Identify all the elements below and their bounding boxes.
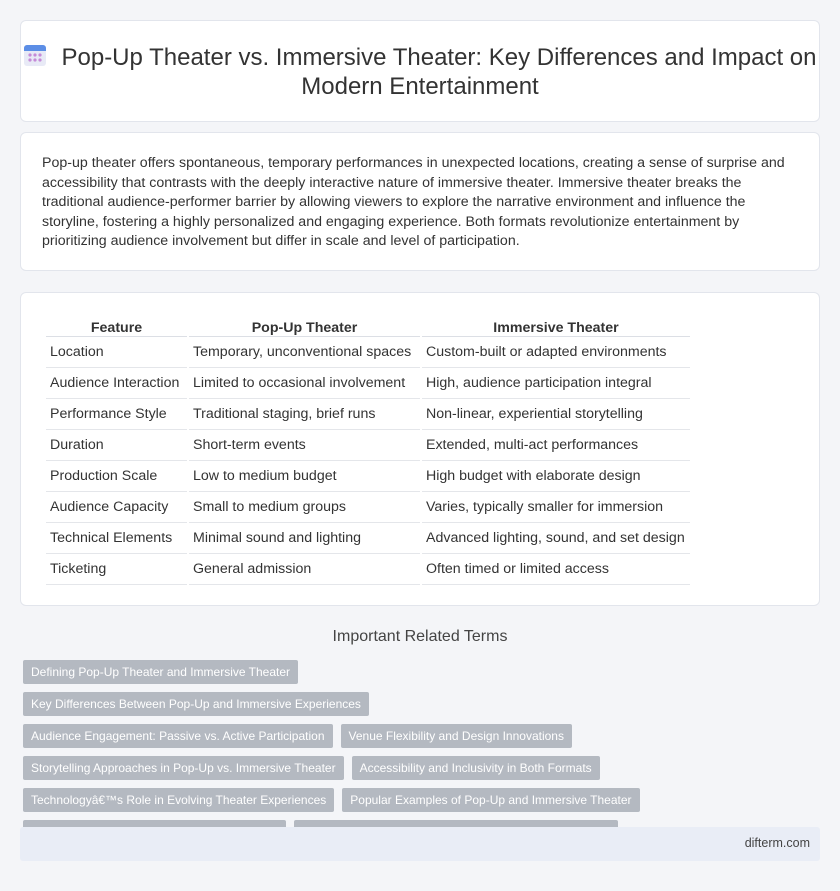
- related-term-tag[interactable]: Defining Pop-Up Theater and Immersive Theater: [23, 660, 298, 684]
- related-term-tag[interactable]: Storytelling Approaches in Pop-Up vs. Immersive Theater: [23, 756, 344, 780]
- table-row: [46, 523, 690, 554]
- cell-pop-up: Short-term events: [189, 430, 420, 461]
- footer: [20, 827, 820, 861]
- cell-immersive: High, audience participation integral: [422, 368, 690, 399]
- cell-immersive: Often timed or limited access: [422, 554, 690, 585]
- cell-pop-up: Temporary, unconventional spaces: [189, 337, 420, 368]
- footer-site-link[interactable]: difterm.com: [744, 836, 810, 850]
- cell-immersive: Custom-built or adapted environments: [422, 337, 690, 368]
- cell-immersive: Advanced lighting, sound, and set design: [422, 523, 690, 554]
- related-terms-list: [23, 660, 643, 844]
- intro-card: [20, 132, 820, 271]
- comparison-table-card: [20, 292, 820, 606]
- table-row: [46, 399, 690, 430]
- cell-pop-up: Limited to occasional involvement: [189, 368, 420, 399]
- cell-immersive: Varies, typically smaller for immersion: [422, 492, 690, 523]
- cell-immersive: Extended, multi-act performances: [422, 430, 690, 461]
- cell-immersive: High budget with elaborate design: [422, 461, 690, 492]
- table-body: [46, 337, 690, 585]
- cell-pop-up: Low to medium budget: [189, 461, 420, 492]
- cell-pop-up: Traditional staging, brief runs: [189, 399, 420, 430]
- table-row: [46, 430, 690, 461]
- page-title-wrap: [21, 43, 819, 101]
- cell-pop-up: Small to medium groups: [189, 492, 420, 523]
- cell-pop-up: General admission: [189, 554, 420, 585]
- related-term-tag[interactable]: Technologyâ€™s Role in Evolving Theater Experiences: [23, 788, 334, 812]
- cell-feature: Production Scale: [46, 461, 187, 492]
- cell-feature: Ticketing: [46, 554, 187, 585]
- cell-feature: Performance Style: [46, 399, 187, 430]
- table-row: [46, 492, 690, 523]
- column-header-feature: Feature: [46, 315, 187, 337]
- cell-pop-up: Minimal sound and lighting: [189, 523, 420, 554]
- column-header-immersive: Immersive Theater: [422, 315, 690, 337]
- comparison-table: [44, 315, 692, 585]
- related-term-tag[interactable]: Popular Examples of Pop-Up and Immersive Theater: [342, 788, 639, 812]
- intro-paragraph: Pop-up theater offers spontaneous, temporary performances in unexpected locations, creating a sense of surprise and accessibility that contrasts with the deeply interactive nature of immersive theater. Immersive theater breaks the traditional audience-performer barrier by allowing viewers to explore the narrative environment and influence the storyline, fostering a highly personalized and engaging experience. Both formats revolutionize entertainment by prioritizing audience involvement but differ in scale and level of participation.: [42, 155, 785, 250]
- related-term-tag[interactable]: Key Differences Between Pop-Up and Immersive Experiences: [23, 692, 369, 716]
- cell-feature: Technical Elements: [46, 523, 187, 554]
- header-card: [20, 20, 820, 122]
- table-row: [46, 337, 690, 368]
- cell-feature: Location: [46, 337, 187, 368]
- table-header-row: [46, 315, 690, 337]
- calendar-icon: [23, 43, 47, 67]
- cell-feature: Duration: [46, 430, 187, 461]
- cell-feature: Audience Capacity: [46, 492, 187, 523]
- related-term-tag[interactable]: Audience Engagement: Passive vs. Active Participation: [23, 724, 333, 748]
- table-row: [46, 461, 690, 492]
- column-header-pop-up: Pop-Up Theater: [189, 315, 420, 337]
- related-term-tag[interactable]: Venue Flexibility and Design Innovations: [341, 724, 572, 748]
- cell-immersive: Non-linear, experiential storytelling: [422, 399, 690, 430]
- related-terms-title: Important Related Terms: [332, 628, 508, 645]
- related-term-tag[interactable]: Accessibility and Inclusivity in Both Formats: [352, 756, 600, 780]
- table-row: [46, 368, 690, 399]
- page-title: Pop-Up Theater vs. Immersive Theater: Key Differences and Impact on Modern Entertainment: [61, 44, 817, 100]
- table-row: [46, 554, 690, 585]
- cell-feature: Audience Interaction: [46, 368, 187, 399]
